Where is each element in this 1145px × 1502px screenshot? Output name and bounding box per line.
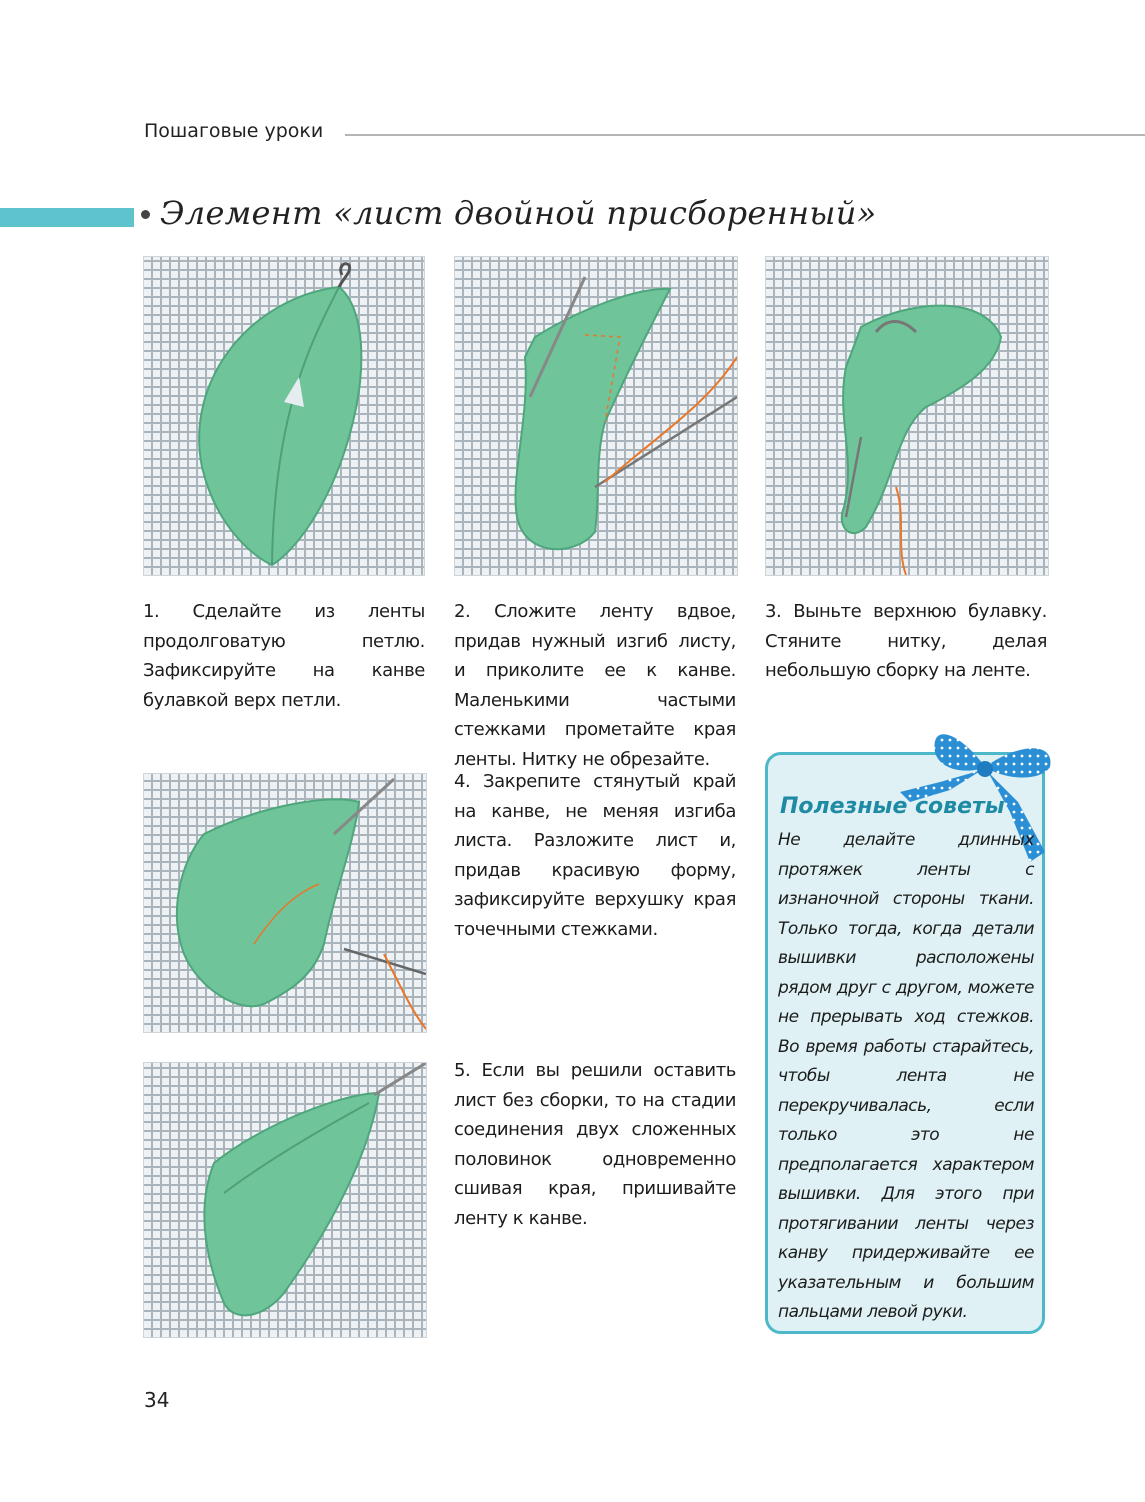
pin-icon (374, 1063, 426, 1095)
step-4-photo (143, 773, 427, 1033)
needle-icon (344, 949, 426, 974)
section-label: Пошаговые уроки (144, 120, 324, 142)
step-4-text: 4. Закрепите стянутый край на канве, не меняя изгиба листа. Разложите лист и, придав красивую форму, зафиксируйте верхушку края точечными стежками. (454, 771, 736, 940)
tips-title: Полезные советы (780, 794, 1005, 819)
step-2-text: 2. Сложите ленту вдвое, придав нужный изгиб листу, и приколите ее к канве. Маленькими частыми стежками прометайте края ленты. Нитку не обрезайте. (454, 601, 736, 770)
step-1-text: 1. Сделайте из ленты продолговатую петлю. Зафиксируйте на канве булавкой верх петли. (143, 601, 425, 711)
page-number: 34 (144, 1388, 170, 1412)
leaf-loop-illustration (144, 257, 424, 575)
gathered-ribbon-illustration (766, 257, 1048, 575)
step-2-photo (454, 256, 738, 576)
step-3-text: 3. Выньте верхнюю булавку. Стяните нитку, делая небольшую сборку на ленте. (765, 601, 1047, 681)
title-bullet (141, 210, 150, 219)
sewn-leaf-illustration (144, 1063, 426, 1337)
step-1-photo (143, 256, 425, 576)
header-rule (345, 134, 1145, 136)
step-3-photo (765, 256, 1049, 576)
tips-text: Не делайте длинных протяжек ленты с изнаночной стороны ткани. Только тогда, когда детали вышивки расположены рядом друг с другом, можете не прерывать ход стежков. Во время работы старайтесь, чтобы лента не перекручивалась, если только это не предполагается характером вышивки. Для этого при протягивании ленты через канву придерживайте ее указательным и большим пальцами левой руки. (778, 830, 1034, 1322)
folded-ribbon-illustration (455, 257, 737, 575)
pinned-leaf-illustration (144, 774, 426, 1032)
pin-icon (339, 264, 350, 287)
step-5-text: 5. Если вы решили оставить лист без сборки, то на стадии соединения двух сложенных половинок одновременно сшивая края, пришивайте ленту к канве. (454, 1060, 736, 1229)
needle-icon (595, 397, 737, 487)
step-5-photo (143, 1062, 427, 1338)
page-title: Элемент «лист двойной присборенный» (160, 194, 877, 232)
title-accent-bar (0, 208, 134, 227)
